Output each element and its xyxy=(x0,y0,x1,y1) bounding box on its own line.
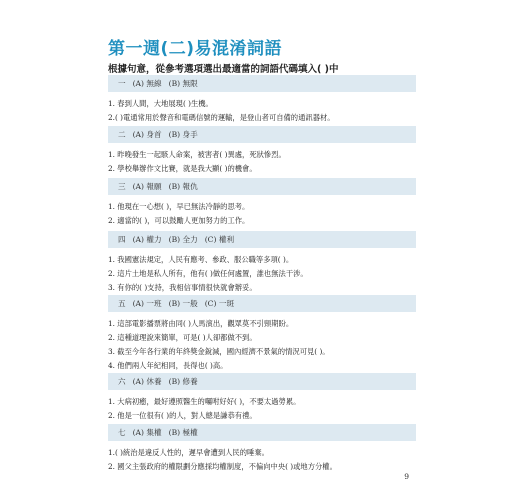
option: (A) 休養 xyxy=(132,377,162,386)
section-5 xyxy=(108,295,416,371)
question: 1. 春到人間，大地展現( )生機。 xyxy=(108,99,213,108)
question: 2. 適當的( )，可以鼓勵人更加努力的工作。 xyxy=(108,216,250,225)
question: 2. 國父主張政府的權限劃分應採均權制度，不偏向中央( )或地方分權。 xyxy=(108,462,337,471)
question: 1. 我國憲法規定，人民有應考、參政、服公職等多項( )。 xyxy=(108,255,294,264)
page-title: 第一週(二)易混淆詞語 xyxy=(108,39,283,59)
options-band xyxy=(108,373,416,390)
option: (B) 修養 xyxy=(168,377,198,386)
option: (A) 報願 xyxy=(132,182,162,191)
option: (B) 報仇 xyxy=(168,182,198,191)
option: (A) 集權 xyxy=(132,428,162,437)
question: 2. 他是一位很有( )的人，對人總是謙恭有禮。 xyxy=(108,411,257,420)
option: (A) 無線 xyxy=(132,79,162,88)
section-number: 二 xyxy=(118,130,126,139)
section-number: 七 xyxy=(118,428,126,437)
section-1 xyxy=(108,75,416,123)
page-number: 9 xyxy=(404,472,409,481)
option: (B) 身手 xyxy=(168,130,198,139)
section-number: 四 xyxy=(118,235,126,244)
question: 1. 昨晚發生一起駭人命案，被害者( )異處，死狀慘烈。 xyxy=(108,150,286,159)
option: (B) 極權 xyxy=(168,428,198,437)
question: 3. 有你的( )支持，我相信事情很快就會辦妥。 xyxy=(108,283,257,292)
section-number: 五 xyxy=(118,299,126,308)
option: (A) 身首 xyxy=(132,130,162,139)
options-band xyxy=(108,126,416,143)
section-number: 六 xyxy=(118,377,126,386)
option: (B) 無限 xyxy=(168,79,198,88)
section-7 xyxy=(108,424,416,472)
options-band xyxy=(108,75,416,92)
option: (C) 一斑 xyxy=(204,299,235,308)
question: 1. 他現在一心想( )，早已無法冷靜的思考。 xyxy=(108,202,250,211)
question: 4. 他們兩人年紀相同，長得也( )高。 xyxy=(108,361,228,370)
question: 2. 這片土地是私人所有，他有( )做任何處置，誰也無法干涉。 xyxy=(108,269,308,278)
question: 1. 這部電影播票將由同( )人馬演出，觀眾莫不引頸期盼。 xyxy=(108,319,294,328)
options-band xyxy=(108,295,416,312)
option: (A) 一班 xyxy=(132,299,162,308)
question: 2. 學校舉辦作文比賽，就是我大顯( )的機會。 xyxy=(108,164,257,173)
section-2 xyxy=(108,126,416,174)
question: 1.( )統治是違反人性的，遲早會遭到人民的唾棄。 xyxy=(108,448,269,457)
question: 3. 截至今年各行業的年終獎金銳減，國內經濟不景氣的情況可見( )。 xyxy=(108,347,330,356)
options-band xyxy=(108,178,416,195)
section-3 xyxy=(108,178,416,226)
options-band xyxy=(108,424,416,441)
option: (A) 權力 xyxy=(132,235,162,244)
instruction-text: 根據句意，從參考選項選出最適當的詞語代碼填入( )中 xyxy=(108,64,339,75)
option: (B) 一般 xyxy=(168,299,198,308)
section-number: 三 xyxy=(118,182,126,191)
section-4 xyxy=(108,231,416,293)
question: 1. 大病初癒，最好遵照醫生的囑咐好好( )，不要太過勞累。 xyxy=(108,397,301,406)
question: 2. 這種道理說來簡單，可是( )人卻都做不到。 xyxy=(108,333,257,342)
option: (B) 全力 xyxy=(168,235,198,244)
section-number: 一 xyxy=(118,79,126,88)
options-band xyxy=(108,231,416,248)
question: 2.( )電通常用於聲音和電碼信號的運輸，是登山者可自備的通訊器材。 xyxy=(108,113,335,122)
option: (C) 權利 xyxy=(204,235,235,244)
section-6 xyxy=(108,373,416,421)
